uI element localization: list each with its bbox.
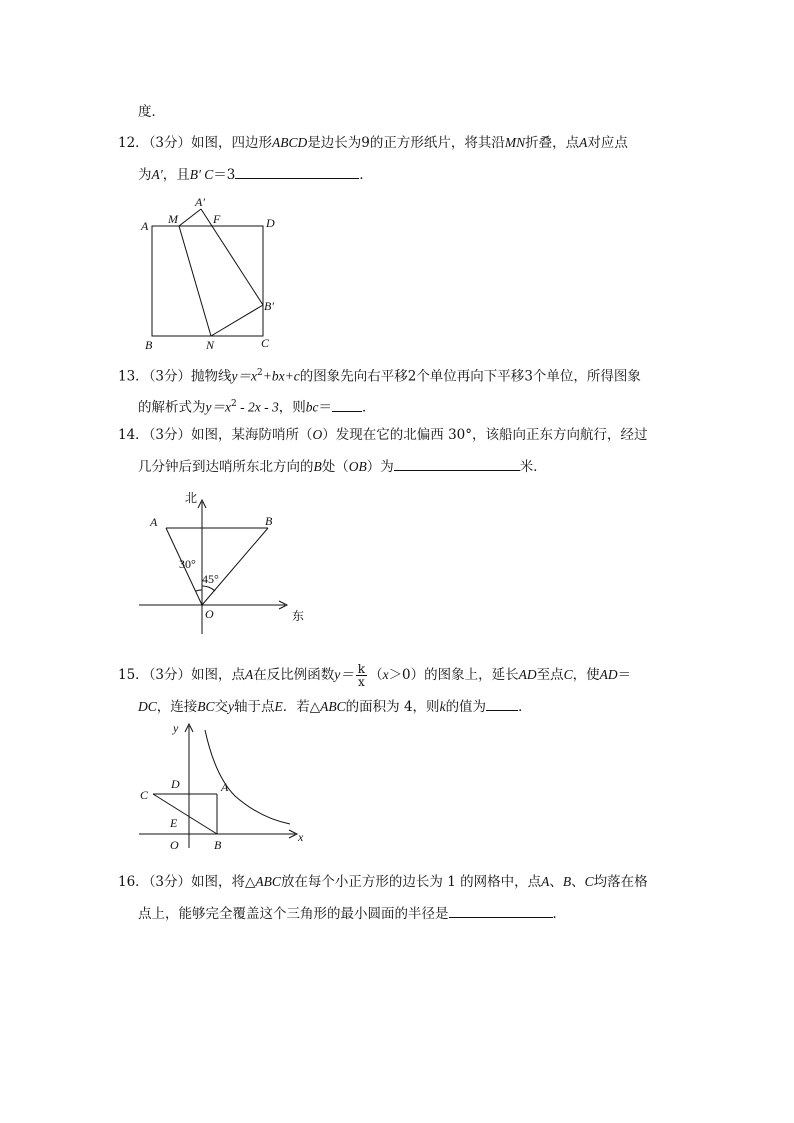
q15-line2 <box>138 696 532 717</box>
text-q13-bc: bc <box>305 399 319 415</box>
text-q15-ad2: AD <box>599 667 618 682</box>
text-q15-fig-labels-d: D <box>171 777 180 791</box>
text-q14-score: （3分） <box>148 427 192 443</box>
text-q15-bc: BC <box>197 699 215 714</box>
text-q13-line2-eq: ＝ <box>318 399 332 416</box>
angle-30-arc <box>196 590 202 591</box>
q14-line2 <box>138 456 547 477</box>
text-q15-cond-pre: （ <box>369 667 383 683</box>
text-q15-fig-labels-y: y <box>173 721 179 735</box>
continued-text <box>138 102 165 122</box>
text-q13-eq2-tail: - 2x - 3 <box>236 399 279 415</box>
text-q15-line2-dc: DC <box>138 699 157 714</box>
text-q16-b: B <box>562 874 572 889</box>
q12-number: 12． <box>118 135 149 151</box>
text-q12-text1: 如图，四边形 <box>191 135 273 151</box>
text-q14-fig-labels-a: A <box>150 515 158 529</box>
text-q15-y-eq: y＝ <box>334 667 354 682</box>
text-q12-mn: MN <box>504 135 526 150</box>
segment-ma <box>179 209 201 226</box>
text-q12-period: ． <box>359 167 373 183</box>
text-q12-a-prime: A′ <box>151 167 163 182</box>
text-q14-fig-labels-north: 北 <box>185 491 198 505</box>
text-q15-k: k <box>439 699 446 714</box>
text-q12-text5: 对应点 <box>587 135 628 151</box>
text-q14-fig-labels-o: O <box>205 607 214 621</box>
segment-bo <box>202 528 268 605</box>
text-q15-c: C <box>563 667 573 682</box>
text-q16-sep2: 、 <box>571 874 585 890</box>
text-q13-line2-mid: ，则 <box>278 399 306 416</box>
angle-45-arc <box>202 586 215 591</box>
text-q14-number: 14． <box>118 427 149 443</box>
text-q13-score: （3分） <box>148 368 192 385</box>
hyperbola-curve <box>205 730 290 824</box>
square-abcd <box>152 226 263 336</box>
text-q12-fig-labels-f: F <box>213 212 221 226</box>
q13-line1 <box>118 363 641 387</box>
text-q15-fig-labels-a: A <box>221 780 229 794</box>
text-q13-text4: 个单位，所得图象 <box>532 368 641 385</box>
q16-line2 <box>138 903 566 924</box>
text-q12-line2-eq: ＝3 <box>213 167 236 183</box>
text-q16-sep1: 、 <box>549 874 563 890</box>
text-q14-fig-labels-east: 东 <box>292 609 305 623</box>
text-q14-line2-post: ）为 <box>366 459 394 475</box>
text-q15-text4: ，使 <box>572 667 600 683</box>
text-q15-line2-f: 的值为 <box>445 699 487 715</box>
answer-blank[interactable] <box>394 456 520 471</box>
text-q14-text2: ）发现在它的北偏西 30°，该船向正东方向航行，经过 <box>322 427 648 443</box>
text-q13-text2: 的图象先向右平移 <box>299 368 408 385</box>
text-q16-a: A <box>541 874 550 889</box>
text-q15-frac-den: x <box>358 675 365 689</box>
text-q12-fig-labels-a: A <box>141 219 149 233</box>
text-q14-fig-labels-b: B <box>265 514 273 528</box>
answer-blank[interactable] <box>235 164 359 179</box>
text-q13-text3: 个单位再向下平移 <box>416 368 525 385</box>
text-q16-abc: ABC <box>255 874 281 889</box>
text-q15-frac-num: k <box>357 662 366 676</box>
text-q13-eq2: y＝x <box>205 399 231 415</box>
text-q16-text2: 放在每个小正方形的边长为 1 的网格中，点 <box>280 874 542 890</box>
q15-line1 <box>118 660 631 690</box>
text-q14-unit: 米． <box>519 459 547 475</box>
text-q15-y: y <box>228 699 235 714</box>
text-q15-a: A <box>245 667 254 682</box>
text-q12-bpc: B′ C <box>189 167 214 182</box>
text-q15-ad: AD <box>518 667 537 682</box>
text-q14-line2-pre: 几分钟后到达哨所东北方向的 <box>138 459 314 475</box>
text-q16-c: C <box>584 874 594 889</box>
text-q15-period: ． <box>518 699 532 715</box>
text-q13-text1: 抛物线 <box>191 368 232 385</box>
text-q15-eq: ＝ <box>617 667 632 683</box>
text-q12-text3: 的正方形纸片，将其沿 <box>369 135 505 151</box>
text-q15-line2-c: 轴于点 <box>234 699 275 715</box>
fold-line-mn <box>179 226 211 336</box>
text-q15-fig-labels-x: x <box>298 830 304 844</box>
text-q15-line2-d: ．若△ <box>282 699 321 715</box>
text-q12-fig-labels-c: C <box>261 336 270 350</box>
q16-line1 <box>118 872 648 892</box>
text-q12-text2: 是边长为 <box>307 135 362 151</box>
text-q15-cond-x: x <box>382 667 389 682</box>
text-q13-exp: 2 <box>257 368 263 378</box>
text-q14-fig-labels-angle45: 45° <box>202 572 219 586</box>
text-q15-abc: ABC <box>320 699 346 714</box>
text-q12-abcd: ABCD <box>272 135 308 150</box>
text-q15-cond-post: ＞0）的图象上，延长 <box>388 667 519 683</box>
segment-ab <box>201 209 263 305</box>
text-q14-fig-labels-angle30: 30° <box>179 557 196 571</box>
text-q15-score: （3分） <box>148 667 192 683</box>
fraction-k-over-x <box>356 663 367 688</box>
answer-blank[interactable] <box>449 903 553 918</box>
text-q12-line2-mid: ，且 <box>162 167 190 183</box>
text-top-line: 度． <box>138 104 165 120</box>
text-q14-line2-mid: 处（ <box>321 459 349 475</box>
text-q12-fig-labels-bp: B′ <box>264 299 274 313</box>
text-q16-number: 16． <box>118 874 149 890</box>
text-q15-fig-labels-e: E <box>170 816 178 830</box>
text-q15-fig-labels-b: B <box>214 838 222 852</box>
q15-figure <box>135 716 310 856</box>
text-q12-fig-labels-n: N <box>206 338 215 352</box>
text-q14-o: O <box>312 427 323 442</box>
text-q16-text3: 均落在格 <box>593 874 648 890</box>
text-q12-line2-pre: 为 <box>138 167 152 183</box>
text-q16-period: ． <box>552 906 566 922</box>
text-q15-text2: 在反比例函数 <box>253 667 335 683</box>
text-q13-period: ． <box>361 399 376 416</box>
text-q13-exp: 2 <box>230 399 237 409</box>
text-q14-b: B <box>313 459 322 474</box>
text-q12-text4: 折叠，点 <box>525 135 580 151</box>
text-q15-fig-labels-c: C <box>140 788 149 802</box>
text-q15-fig-labels-o: O <box>170 838 179 852</box>
text-q15-line2-a: ，连接 <box>156 699 198 715</box>
text-q12-fig-labels-m: M <box>168 212 178 226</box>
text-q12-score: （3分） <box>148 135 192 151</box>
answer-blank[interactable] <box>332 397 362 412</box>
segment-bn <box>211 305 263 336</box>
text-q12-fig-labels-ap: A′ <box>195 195 205 209</box>
segment-cb <box>153 794 217 834</box>
text-q16-score: （3分） <box>148 874 192 890</box>
text-q14-ob: OB <box>348 459 367 474</box>
text-q12-side: 9 <box>361 135 370 151</box>
text-q13-line2-pre: 的解析式为 <box>138 399 206 416</box>
answer-blank[interactable] <box>486 696 518 711</box>
text-q15-text3: 至点 <box>536 667 564 683</box>
q12-figure <box>140 192 290 352</box>
q14-line1 <box>118 425 648 445</box>
text-q13-number: 13． <box>118 368 149 385</box>
text-q14-text1: 如图，某海防哨所（ <box>191 427 313 443</box>
q12-line1 <box>118 133 628 153</box>
text-q15-number: 15． <box>118 667 149 683</box>
text-q15-line2-b: 交 <box>214 699 229 715</box>
text-q13-n1: 2 <box>407 368 417 385</box>
text-q15-e: E <box>274 699 283 714</box>
text-q13-eq1: y＝x <box>231 368 258 384</box>
q12-line2 <box>138 164 373 185</box>
text-q13-eq1-tail: +bx+c <box>262 368 300 384</box>
text-q16-text1: 如图，将△ <box>191 874 256 890</box>
q13-line2 <box>138 394 375 418</box>
text-q15-line2-e: 的面积为 4，则 <box>345 699 440 715</box>
text-q15-text1: 如图，点 <box>191 667 246 683</box>
text-q12-fig-labels-b: B <box>145 338 153 352</box>
text-q13-n2: 3 <box>524 368 533 385</box>
q14-figure <box>135 488 315 640</box>
text-q12-a: A <box>579 135 588 150</box>
text-q16-line2: 点上，能够完全覆盖这个三角形的最小圆面的半径是 <box>138 906 449 922</box>
text-q12-fig-labels-d: D <box>266 216 275 230</box>
